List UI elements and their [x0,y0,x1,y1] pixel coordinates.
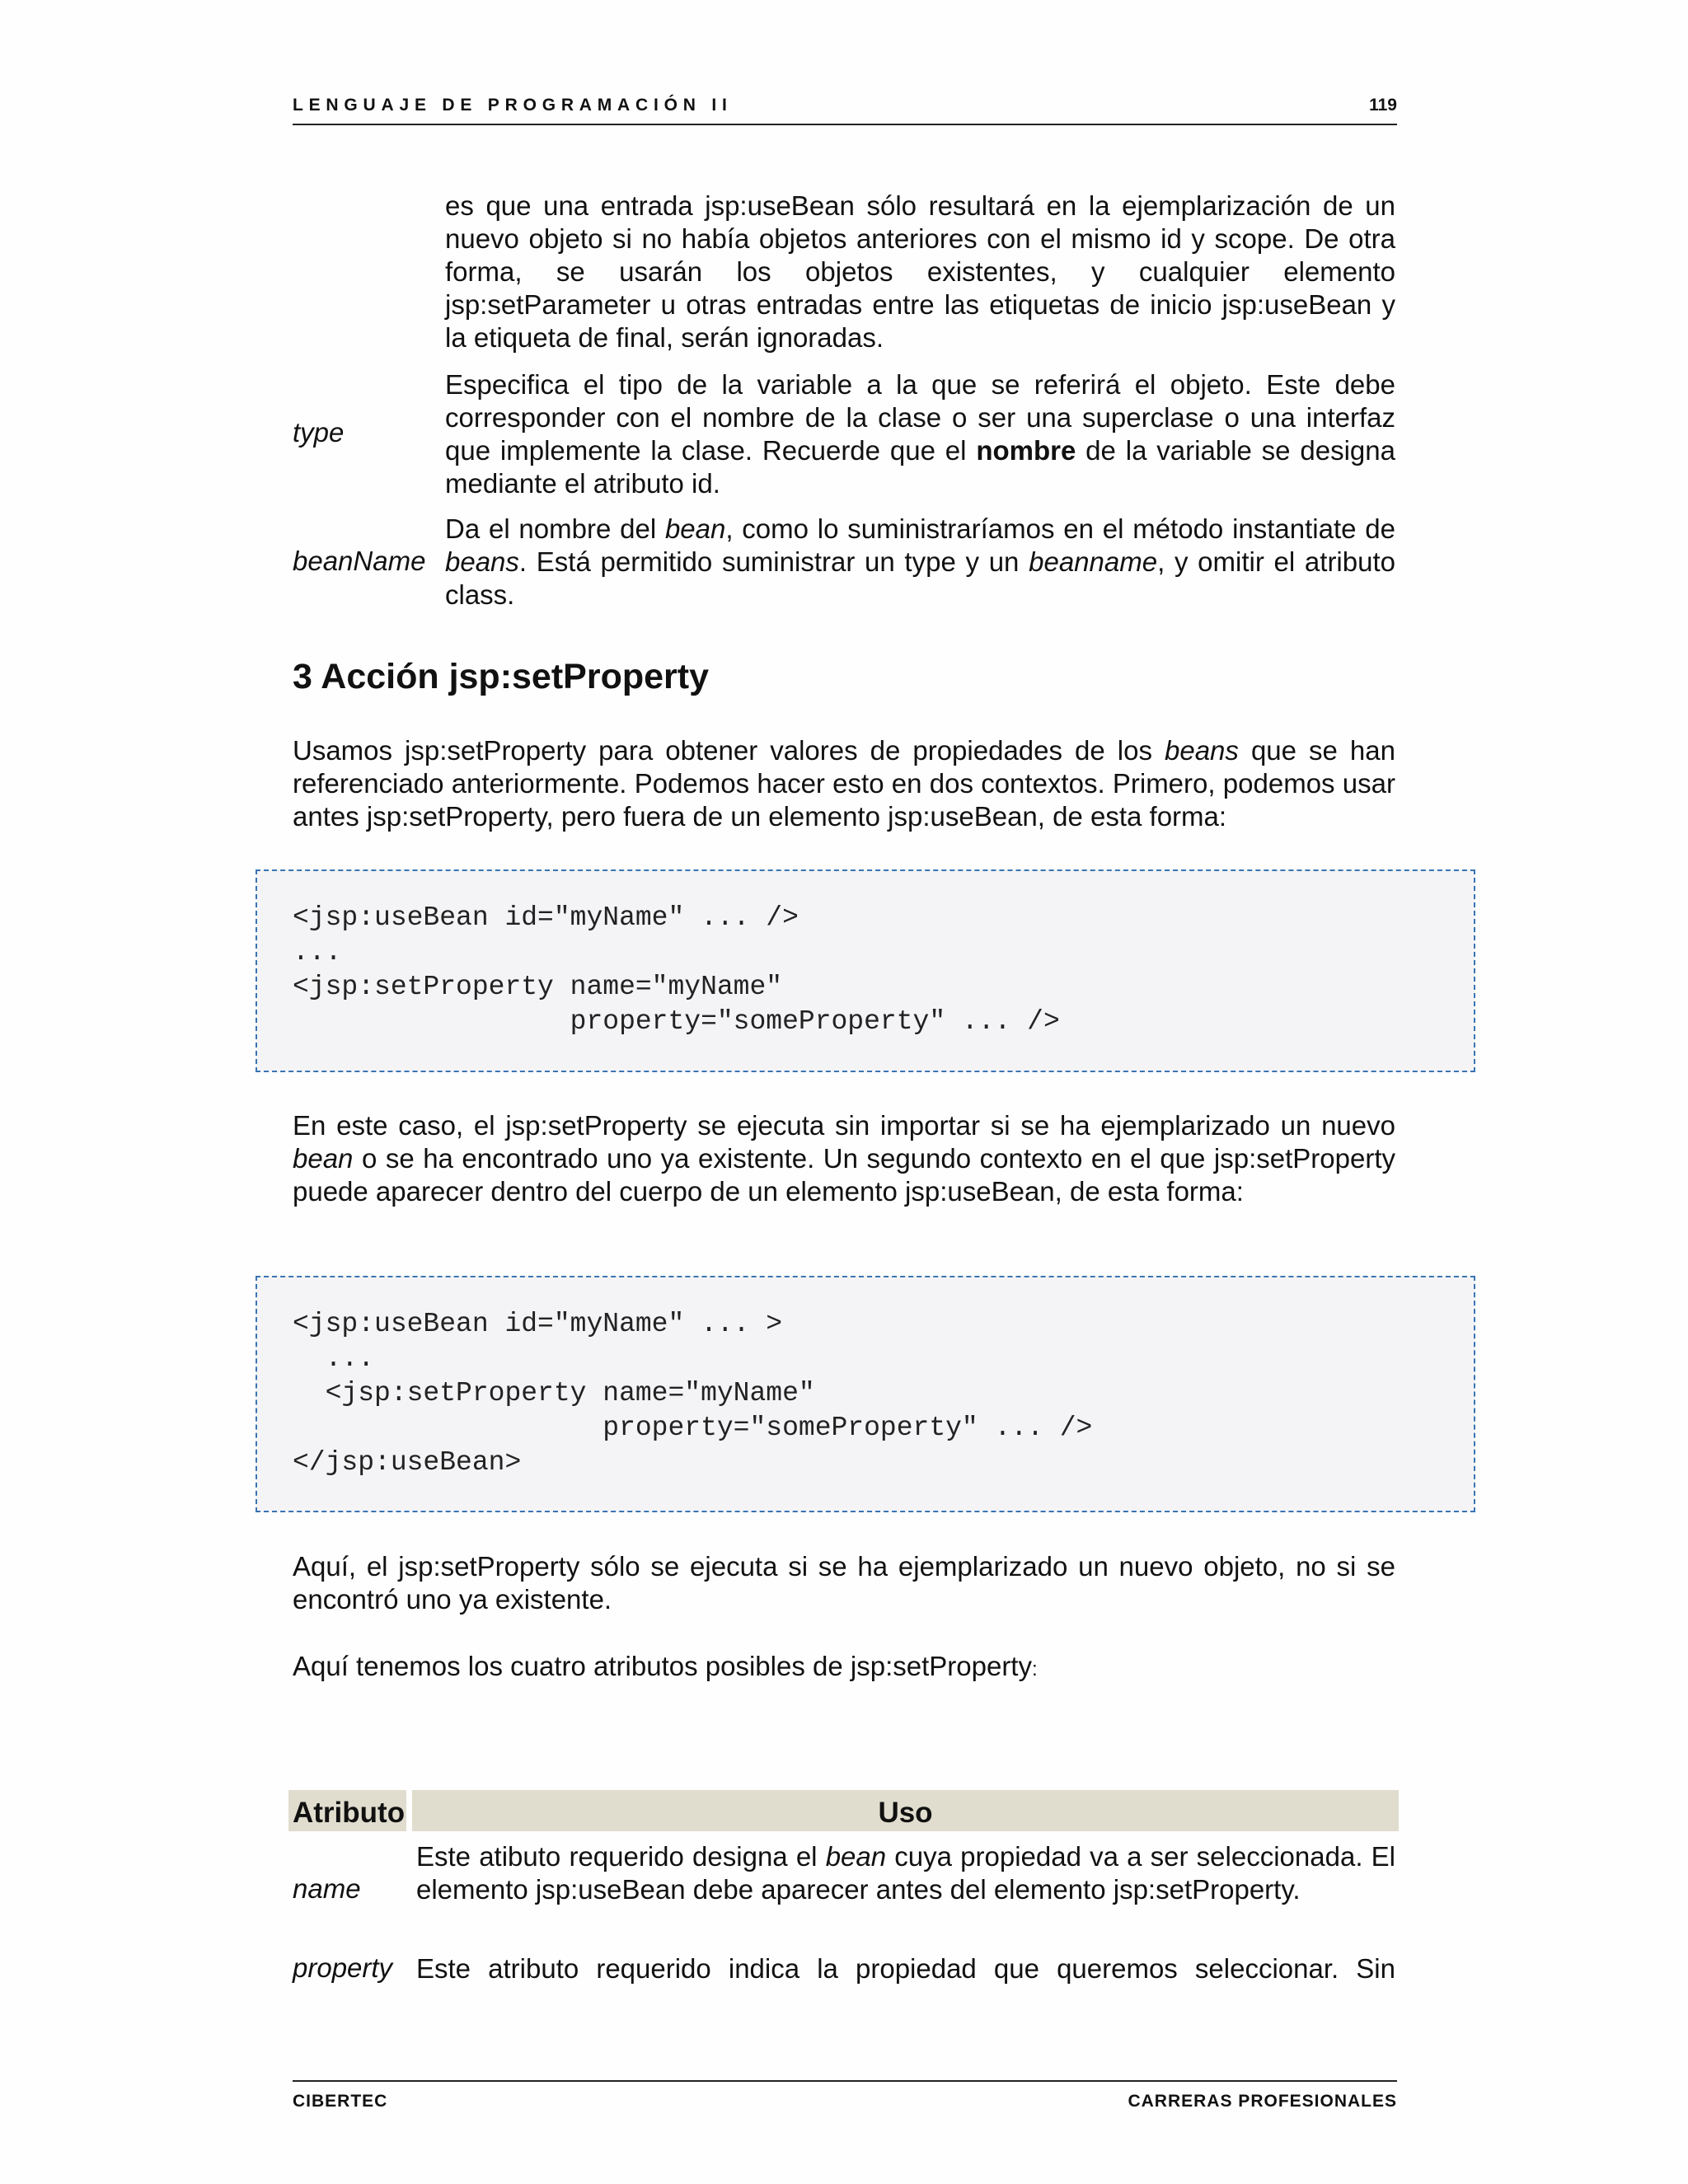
code-text-1: <jsp:useBean id="myName" ... /> ... <jsp:setProperty name="myName" property="someProperty" ... /> [293,902,1060,1037]
table-row-term-property: property [293,1952,393,1983]
table-row-desc-property: Este atributo requerido indica la propiedad que queremos seleccionar. Sin [416,1953,1395,1984]
footer-right: CARRERAS PROFESIONALES [1128,2092,1397,2111]
page-number: 119 [1369,96,1397,115]
code-block-1 [256,869,1475,1072]
table-header-use: Uso [412,1790,1399,1831]
header-title: LENGUAJE DE PROGRAMACIÓN II [293,96,733,115]
after-code-paragraph: Aquí, el jsp:setProperty sólo se ejecuta si se ha ejemplarizado un nuevo objeto, no si se encontró uno ya existente. [293,1551,1395,1615]
usebean-scope-continuation: es que una entrada jsp:useBean sólo resultará en la ejemplarización de un nuevo objeto si no había objetos anteriores con el mismo id y scope. De otra forma, se usarán los objetos existentes, y cualquier elemento jsp:setParameter u otras entradas entre las etiquetas de inicio jsp:useBean y la etiqueta de final, serán ignoradas. [445,190,1395,353]
page-header [293,96,1397,125]
table-header-attribute: Atributo [288,1790,406,1831]
section-heading: 3 Acción jsp:setProperty [293,657,709,696]
attr-term-type: type [293,417,345,448]
code-block-2 [256,1276,1475,1512]
bold-nombre: nombre [976,435,1076,466]
intro-paragraph: Usamos jsp:setProperty para obtener valores de propiedades de los beans que se han referenciado anteriormente. Podemos hacer esto en dos contextos. Primero, podemos usar antes jsp:setProperty, pero fuera de un elemento jsp:useBean, de esta forma: [293,735,1395,832]
attr-term-beanname: beanName [293,546,426,576]
attributes-intro: Aquí tenemos los cuatro atributos posibles de jsp:setProperty: [293,1651,1038,1681]
context-paragraph: En este caso, el jsp:setProperty se ejecuta sin importar si se ha ejemplarizado un nuevo bean o se ha encontrado uno ya existente. Un segundo contexto en el que jsp:setProperty puede aparecer dentro del cuerpo de un elemento jsp:useBean, de esta forma: [293,1110,1395,1207]
attr-desc-type: Especifica el tipo de la variable a la que se referirá el objeto. Este debe corresponder con el nombre de la clase o ser una superclase o una interfaz que implemente la clase. Recuerde que el nombre de la variable se designa mediante el atributo id. [445,369,1395,499]
attr-desc-beanname: Da el nombre del bean, como lo suministraríamos en el método instantiate de beans. Está permitido suministrar un type y un beanname, y omitir el atributo class. [445,513,1395,610]
page-footer [293,2080,1397,2115]
table-row-desc-name: Este atibuto requerido designa el bean cuya propiedad va a ser seleccionada. El elemento jsp:useBean debe aparecer antes del elemento jsp:setProperty. [416,1841,1395,1905]
code-text-2: <jsp:useBean id="myName" ... > ... <jsp:setProperty name="myName" property="someProperty" ... /> </jsp:useBean> [293,1309,1093,1478]
footer-left: CIBERTEC [293,2092,388,2111]
table-row-term-name: name [293,1873,361,1904]
